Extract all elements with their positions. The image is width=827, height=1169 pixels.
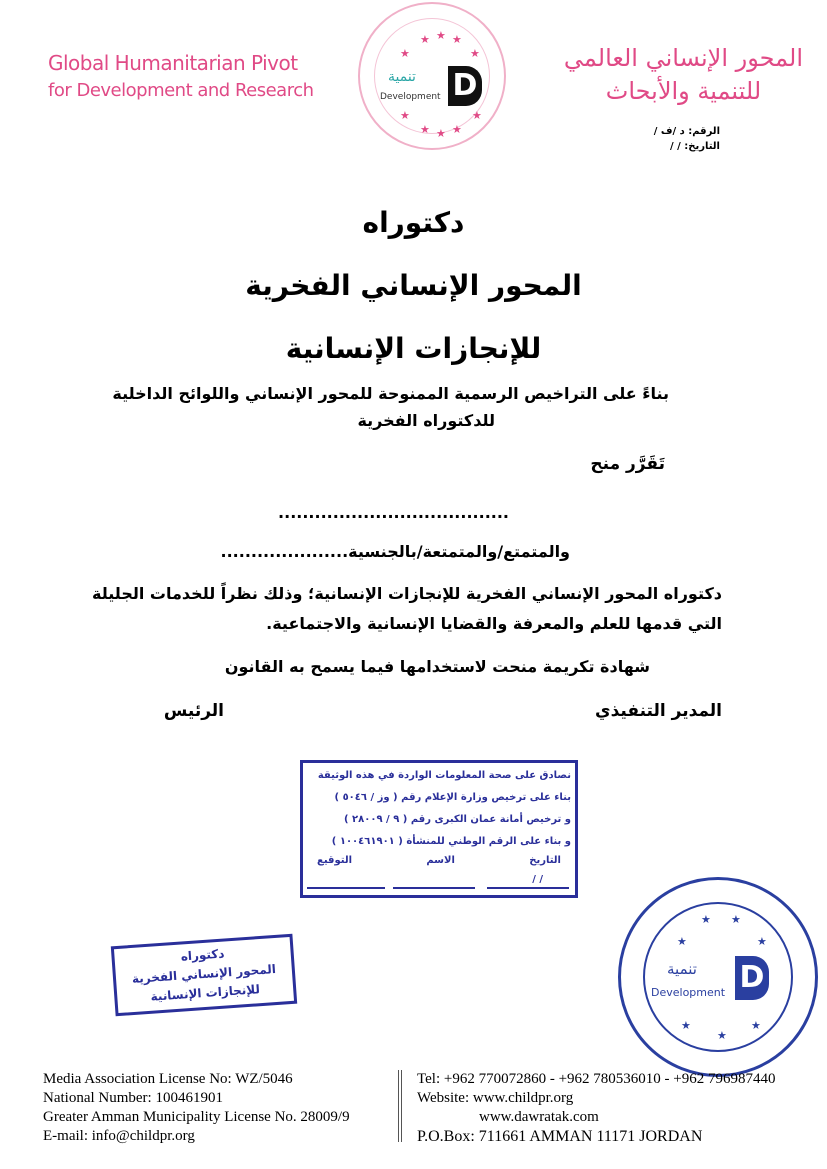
- org-name-english: [48, 50, 314, 104]
- org-name-english-line2: for Development and Research: [48, 80, 314, 101]
- nationality-line: والمتمتع/والمتمتعة/بالجنسية.....................: [220, 542, 570, 561]
- reference-number: الرقم: د /ف /: [653, 126, 720, 137]
- star-icon: ★: [400, 47, 410, 60]
- org-name-arabic: [564, 42, 803, 108]
- left-stamp-line-3: للإنجازات الإنسانية: [150, 982, 261, 1004]
- intro-line-2: للدكتوراه الفخرية: [357, 411, 495, 430]
- stamp-date-label: التاريخ: [529, 855, 561, 866]
- footer-licenses: [43, 1070, 350, 1146]
- president-label: الرئيس: [163, 701, 224, 721]
- org-name-arabic-line1: المحور الإنساني العالمي: [563, 44, 803, 72]
- stamp-date-value: / /: [532, 874, 543, 885]
- stamp-line-3: و ترخيص أمانة عمان الكبرى رقم ( ٩ / ٢٨٠٠٩ ): [343, 814, 571, 825]
- star-icon: ★: [470, 47, 480, 60]
- doctorate-stamp: [111, 934, 297, 1017]
- org-name-english-line1: Global Humanitarian Pivot: [48, 51, 298, 75]
- footer-email: E-mail: info@childpr.org: [43, 1128, 195, 1144]
- star-icon: ★: [681, 1019, 691, 1032]
- star-icon: ★: [452, 123, 462, 136]
- star-icon: ★: [701, 913, 711, 926]
- decided-text: تَقَرَّر منح: [590, 454, 665, 474]
- star-icon: ★: [436, 29, 446, 42]
- star-icon: ★: [400, 109, 410, 122]
- star-icon: ★: [677, 935, 687, 948]
- executive-director-label: المدير التنفيذي: [595, 701, 722, 721]
- stamp-line-2: بناء على ترخيص وزارة الإعلام رقم ( وز / ٥٠٤٦ ): [334, 792, 571, 803]
- left-stamp-line-1: دكتوراه: [180, 946, 225, 964]
- seal-text-english: Development: [651, 986, 726, 999]
- star-icon: ★: [731, 913, 741, 926]
- star-icon: ★: [751, 1019, 761, 1032]
- stamp-name-line: [393, 887, 475, 889]
- logo-text-arabic: تنمية: [388, 69, 416, 85]
- stamp-line-4: و بناء على الرقم الوطني للمنشأة ( ١٠٠٤٦١٩٠١ ): [331, 836, 571, 847]
- org-name-arabic-line2: للتنمية والأبحاث: [605, 77, 762, 105]
- star-icon: ★: [420, 123, 430, 136]
- star-icon: ★: [472, 109, 482, 122]
- official-seal: [618, 877, 818, 1077]
- award-line-2: التي قدمها للعلم والمعرفة والقضايا الإنسانية والاجتماعية.: [266, 614, 722, 633]
- seal-text-arabic: تنمية: [667, 960, 697, 978]
- left-stamp-line-2: المحور الإنساني الفخرية: [131, 961, 277, 987]
- footer-po-box: P.O.Box: 711661 AMMAN 11171 JORDAN: [417, 1128, 703, 1145]
- logo-text-english: Development: [380, 92, 441, 102]
- stamp-signature-line: [307, 887, 385, 889]
- footer-phone: Tel: +962 770072860 - +962 780536010 - +962 796987440: [417, 1071, 776, 1087]
- stamp-name-label: الاسم: [426, 855, 455, 866]
- logo-letter: D: [448, 66, 482, 106]
- footer-national-number: National Number: 100461901: [43, 1090, 223, 1106]
- title-pivot: المحور الإنساني الفخرية: [245, 269, 582, 302]
- star-icon: ★: [452, 33, 462, 46]
- honor-note: شهادة تكريمة منحت لاستخدامها فيما يسمح به القانون: [224, 657, 650, 676]
- title-achievements: للإنجازات الإنسانية: [285, 332, 542, 365]
- stamp-line-1: نصادق على صحة المعلومات الواردة في هذه الوثيقة: [317, 770, 571, 781]
- footer-contact: [417, 1070, 775, 1146]
- stamp-date-line: [487, 887, 569, 889]
- footer-website-1: Website: www.childpr.org: [417, 1090, 574, 1106]
- footer-municipality-license: Greater Amman Municipality License No. 28009/9: [43, 1109, 350, 1125]
- award-line-1: دكتوراه المحور الإنساني الفخرية للإنجازات الإنسانية؛ وذلك نظراً للخدمات الجليلة: [92, 584, 722, 603]
- verification-stamp: [300, 760, 578, 898]
- star-icon: ★: [757, 935, 767, 948]
- stamp-signature-label: التوقيع: [317, 855, 352, 866]
- title-doctorate: دكتوراه: [362, 206, 465, 239]
- star-icon: ★: [717, 1029, 727, 1042]
- star-icon: ★: [436, 127, 446, 140]
- organization-logo: [358, 2, 506, 150]
- reference-date: التاريخ: / /: [669, 141, 720, 152]
- footer-divider: [398, 1070, 402, 1142]
- recipient-name-blank: ......................................: [278, 503, 509, 522]
- star-icon: ★: [420, 33, 430, 46]
- intro-line-1: بناءً على التراخيص الرسمية الممنوحة للمحور الإنساني واللوائح الداخلية: [112, 384, 669, 403]
- footer-media-license: Media Association License No: WZ/5046: [43, 1071, 293, 1087]
- reference-info: [654, 124, 720, 154]
- footer-website-2: www.dawratak.com: [479, 1109, 599, 1125]
- seal-letter: D: [735, 956, 769, 1000]
